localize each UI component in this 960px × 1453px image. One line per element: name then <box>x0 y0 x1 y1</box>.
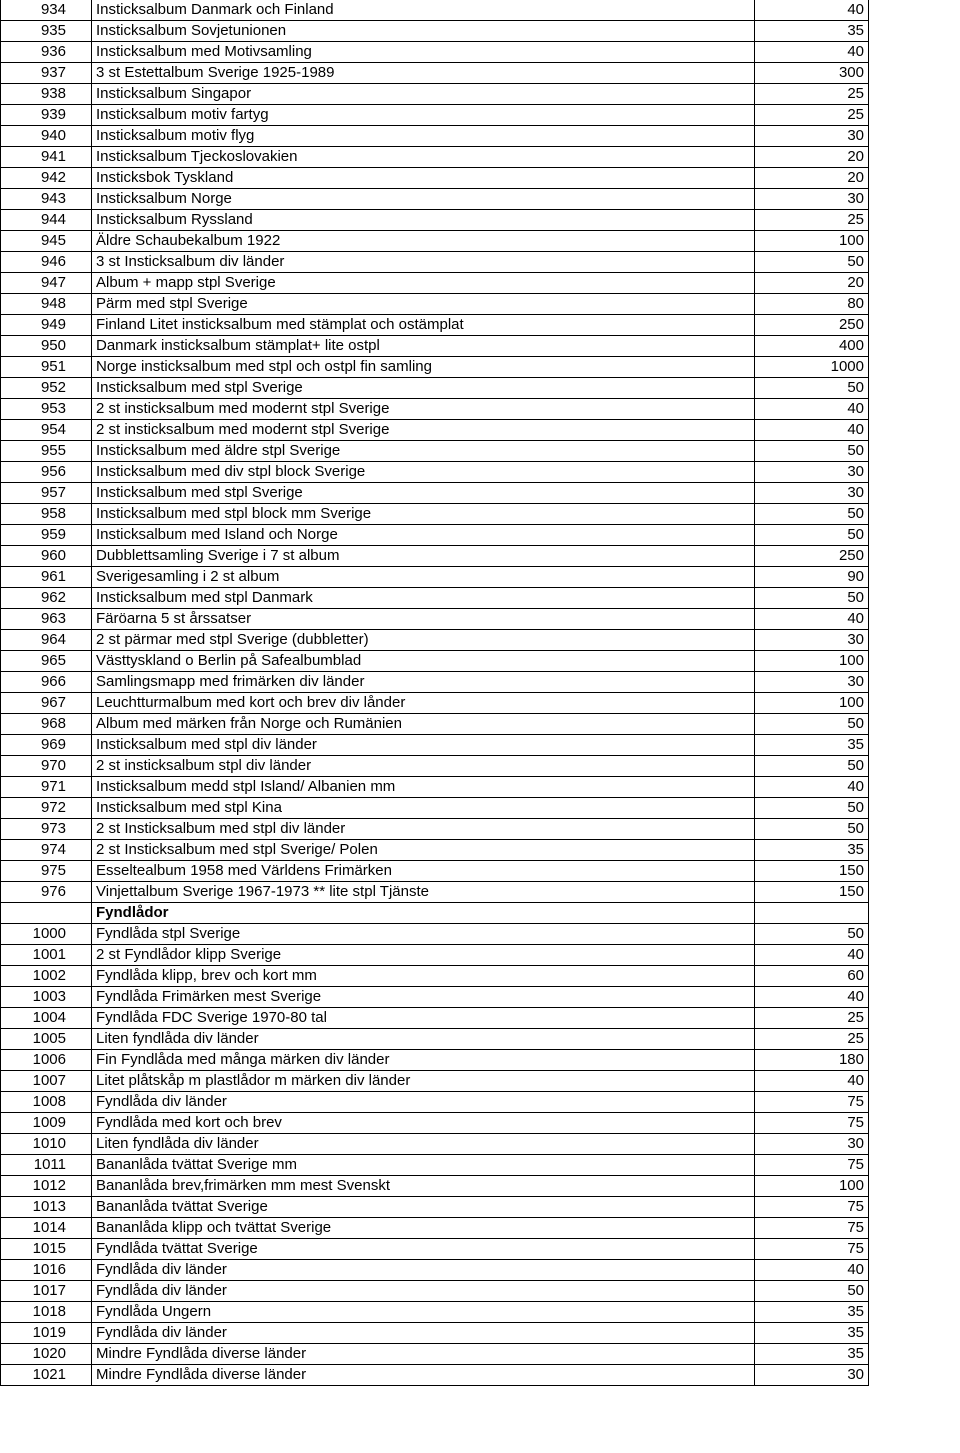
price-cell: 250 <box>755 315 869 336</box>
price-cell: 20 <box>755 147 869 168</box>
lot-number-cell: 955 <box>1 441 92 462</box>
description-cell: Liten fyndlåda div länder <box>92 1134 755 1155</box>
description-cell: Insticksalbum med Island och Norge <box>92 525 755 546</box>
price-cell: 75 <box>755 1092 869 1113</box>
price-cell: 30 <box>755 462 869 483</box>
description-cell: Insticksalbum Norge <box>92 189 755 210</box>
lot-number-cell: 962 <box>1 588 92 609</box>
lot-number-cell: 966 <box>1 672 92 693</box>
description-cell: Fin Fyndlåda med många märken div länder <box>92 1050 755 1071</box>
price-cell: 50 <box>755 378 869 399</box>
table-row <box>1 126 869 147</box>
table-row <box>1 798 869 819</box>
price-cell: 30 <box>755 1134 869 1155</box>
table-row <box>1 189 869 210</box>
lot-number-cell: 951 <box>1 357 92 378</box>
section-heading: Fyndlådor <box>92 903 755 924</box>
price-cell: 30 <box>755 189 869 210</box>
description-cell: Insticksalbum motiv fartyg <box>92 105 755 126</box>
description-cell: Fyndlåda Ungern <box>92 1302 755 1323</box>
lot-number-cell: 972 <box>1 798 92 819</box>
price-cell: 75 <box>755 1113 869 1134</box>
lot-number-cell: 1009 <box>1 1113 92 1134</box>
table-row <box>1 819 869 840</box>
lot-number-cell: 941 <box>1 147 92 168</box>
price-cell: 25 <box>755 210 869 231</box>
lot-number-cell: 974 <box>1 840 92 861</box>
table-row <box>1 273 869 294</box>
lot-number-cell: 1012 <box>1 1176 92 1197</box>
table-row <box>1 504 869 525</box>
price-cell: 40 <box>755 945 869 966</box>
description-cell: Insticksalbum Ryssland <box>92 210 755 231</box>
lot-number-cell: 973 <box>1 819 92 840</box>
table-row <box>1 609 869 630</box>
table-row <box>1 588 869 609</box>
table-row <box>1 777 869 798</box>
price-cell: 50 <box>755 714 869 735</box>
lot-number-cell: 1003 <box>1 987 92 1008</box>
lot-number-cell: 948 <box>1 294 92 315</box>
lot-number-cell: 934 <box>1 0 92 21</box>
description-cell: Fyndlåda div länder <box>92 1281 755 1302</box>
price-cell: 40 <box>755 0 869 21</box>
price-cell: 40 <box>755 609 869 630</box>
price-cell: 50 <box>755 441 869 462</box>
table-row <box>1 966 869 987</box>
description-cell: Västtyskland o Berlin på Safealbumblad <box>92 651 755 672</box>
table-row <box>1 378 869 399</box>
table-row <box>1 924 869 945</box>
lot-number-cell: 1001 <box>1 945 92 966</box>
table-row <box>1 336 869 357</box>
price-cell: 40 <box>755 987 869 1008</box>
description-cell: Bananlåda brev,frimärken mm mest Svenskt <box>92 1176 755 1197</box>
price-cell: 1000 <box>755 357 869 378</box>
table-row <box>1 1197 869 1218</box>
description-cell: 3 st Insticksalbum div länder <box>92 252 755 273</box>
lot-number-cell: 939 <box>1 105 92 126</box>
description-cell: 2 st pärmar med stpl Sverige (dubbletter) <box>92 630 755 651</box>
description-cell: Insticksalbum Singapor <box>92 84 755 105</box>
lot-number-cell: 1018 <box>1 1302 92 1323</box>
description-cell: 2 st Insticksalbum med stpl Sverige/ Polen <box>92 840 755 861</box>
lot-number-cell: 968 <box>1 714 92 735</box>
lot-number-cell: 942 <box>1 168 92 189</box>
lot-number-cell: 943 <box>1 189 92 210</box>
table-row <box>1 1155 869 1176</box>
table-row <box>1 105 869 126</box>
lot-number-cell: 946 <box>1 252 92 273</box>
description-cell: Pärm med stpl Sverige <box>92 294 755 315</box>
price-cell: 75 <box>755 1218 869 1239</box>
table-row <box>1 21 869 42</box>
price-cell: 35 <box>755 735 869 756</box>
section-heading-row <box>1 903 869 924</box>
description-cell: 2 st insticksalbum med modernt stpl Sverige <box>92 420 755 441</box>
price-cell: 35 <box>755 21 869 42</box>
price-cell: 25 <box>755 84 869 105</box>
description-cell: Fyndlåda Frimärken mest Sverige <box>92 987 755 1008</box>
price-cell: 35 <box>755 1302 869 1323</box>
description-cell: Insticksalbum med stpl Danmark <box>92 588 755 609</box>
price-cell: 80 <box>755 294 869 315</box>
lot-number-cell: 1015 <box>1 1239 92 1260</box>
price-cell: 75 <box>755 1155 869 1176</box>
lot-number-cell: 1010 <box>1 1134 92 1155</box>
table-row <box>1 1134 869 1155</box>
table-row <box>1 294 869 315</box>
table-row <box>1 1113 869 1134</box>
lot-number-cell: 949 <box>1 315 92 336</box>
price-cell: 40 <box>755 399 869 420</box>
table-row <box>1 441 869 462</box>
price-cell: 40 <box>755 1260 869 1281</box>
description-cell: Vinjettalbum Sverige 1967-1973 ** lite stpl Tjänste <box>92 882 755 903</box>
description-cell: Insticksalbum medd stpl Island/ Albanien mm <box>92 777 755 798</box>
description-cell: Fyndlåda med kort och brev <box>92 1113 755 1134</box>
description-cell: Fyndlåda FDC Sverige 1970-80 tal <box>92 1008 755 1029</box>
price-cell: 35 <box>755 840 869 861</box>
price-cell: 35 <box>755 1344 869 1365</box>
description-cell: Insticksalbum med stpl Sverige <box>92 378 755 399</box>
price-cell: 400 <box>755 336 869 357</box>
lot-number-cell: 1004 <box>1 1008 92 1029</box>
description-cell: Äldre Schaubekalbum 1922 <box>92 231 755 252</box>
price-cell: 30 <box>755 1365 869 1386</box>
price-cell: 50 <box>755 798 869 819</box>
price-cell: 35 <box>755 1323 869 1344</box>
table-row <box>1 147 869 168</box>
table-row <box>1 63 869 84</box>
description-cell: 2 st insticksalbum med modernt stpl Sverige <box>92 399 755 420</box>
lot-number-cell: 976 <box>1 882 92 903</box>
price-cell: 30 <box>755 483 869 504</box>
lot-number-cell: 945 <box>1 231 92 252</box>
price-cell: 100 <box>755 231 869 252</box>
table-row <box>1 1323 869 1344</box>
table-row <box>1 42 869 63</box>
lot-number-cell: 959 <box>1 525 92 546</box>
lot-number-cell: 940 <box>1 126 92 147</box>
description-cell: Insticksalbum med Motivsamling <box>92 42 755 63</box>
description-cell: Norge insticksalbum med stpl och ostpl fin samling <box>92 357 755 378</box>
description-cell: Bananlåda tvättat Sverige mm <box>92 1155 755 1176</box>
price-cell: 30 <box>755 126 869 147</box>
lot-number-cell: 970 <box>1 756 92 777</box>
lot-number-cell: 967 <box>1 693 92 714</box>
lot-number-cell: 952 <box>1 378 92 399</box>
lot-number-cell: 956 <box>1 462 92 483</box>
lot-number-cell: 975 <box>1 861 92 882</box>
description-cell: Samlingsmapp med frimärken div länder <box>92 672 755 693</box>
description-cell: Fyndlåda div länder <box>92 1092 755 1113</box>
price-cell: 50 <box>755 924 869 945</box>
description-cell: Insticksalbum med stpl Kina <box>92 798 755 819</box>
description-cell: Finland Litet insticksalbum med stämplat och ostämplat <box>92 315 755 336</box>
lot-number-cell: 964 <box>1 630 92 651</box>
price-cell: 20 <box>755 168 869 189</box>
table-row <box>1 882 869 903</box>
description-cell: Insticksbok Tyskland <box>92 168 755 189</box>
table-row <box>1 168 869 189</box>
table-row <box>1 1344 869 1365</box>
lot-number-cell: 1017 <box>1 1281 92 1302</box>
price-cell: 50 <box>755 504 869 525</box>
price-cell: 100 <box>755 693 869 714</box>
lot-number-cell: 1019 <box>1 1323 92 1344</box>
description-cell: Insticksalbum med stpl block mm Sverige <box>92 504 755 525</box>
table-row <box>1 1218 869 1239</box>
description-cell: Insticksalbum med stpl div länder <box>92 735 755 756</box>
table-row <box>1 861 869 882</box>
lot-number-cell: 1000 <box>1 924 92 945</box>
price-cell: 150 <box>755 882 869 903</box>
table-row <box>1 567 869 588</box>
lot-number-cell: 1016 <box>1 1260 92 1281</box>
lot-number-cell: 961 <box>1 567 92 588</box>
description-cell: Insticksalbum motiv flyg <box>92 126 755 147</box>
price-cell: 180 <box>755 1050 869 1071</box>
price-cell: 300 <box>755 63 869 84</box>
description-cell: Bananlåda klipp och tvättat Sverige <box>92 1218 755 1239</box>
price-cell: 30 <box>755 672 869 693</box>
price-cell: 25 <box>755 105 869 126</box>
price-cell: 75 <box>755 1239 869 1260</box>
description-cell: Mindre Fyndlåda diverse länder <box>92 1344 755 1365</box>
price-cell: 30 <box>755 630 869 651</box>
description-cell: Färöarna 5 st årssatser <box>92 609 755 630</box>
description-cell: Fyndlåda div länder <box>92 1260 755 1281</box>
price-cell: 40 <box>755 1071 869 1092</box>
table-row <box>1 210 869 231</box>
table-row <box>1 1281 869 1302</box>
price-cell: 100 <box>755 1176 869 1197</box>
description-cell: Insticksalbum Danmark och Finland <box>92 0 755 21</box>
lot-number-cell: 958 <box>1 504 92 525</box>
lot-number-cell: 935 <box>1 21 92 42</box>
lot-number-cell: 1007 <box>1 1071 92 1092</box>
description-cell: 3 st Estettalbum Sverige 1925-1989 <box>92 63 755 84</box>
price-cell: 50 <box>755 1281 869 1302</box>
price-cell: 50 <box>755 756 869 777</box>
table-row <box>1 1176 869 1197</box>
price-cell <box>755 903 869 924</box>
table-row <box>1 546 869 567</box>
lot-number-cell: 954 <box>1 420 92 441</box>
lot-number-cell: 1002 <box>1 966 92 987</box>
lot-number-cell: 969 <box>1 735 92 756</box>
table-row <box>1 651 869 672</box>
table-row <box>1 420 869 441</box>
lot-number-cell: 1008 <box>1 1092 92 1113</box>
lot-number-cell: 957 <box>1 483 92 504</box>
table-row <box>1 399 869 420</box>
price-cell: 100 <box>755 651 869 672</box>
table-row <box>1 1050 869 1071</box>
lot-number-cell: 1006 <box>1 1050 92 1071</box>
table-row <box>1 483 869 504</box>
description-cell: Fyndlåda stpl Sverige <box>92 924 755 945</box>
table-row <box>1 693 869 714</box>
table-row <box>1 525 869 546</box>
lot-number-cell: 1013 <box>1 1197 92 1218</box>
lot-number-cell: 1020 <box>1 1344 92 1365</box>
table-row <box>1 714 869 735</box>
lot-number-cell: 944 <box>1 210 92 231</box>
table-row <box>1 357 869 378</box>
price-cell: 50 <box>755 588 869 609</box>
lot-number-cell: 971 <box>1 777 92 798</box>
lot-number-cell: 937 <box>1 63 92 84</box>
description-cell: Album med märken från Norge och Rumänien <box>92 714 755 735</box>
description-cell: Bananlåda tvättat Sverige <box>92 1197 755 1218</box>
lot-number-cell: 963 <box>1 609 92 630</box>
price-cell: 150 <box>755 861 869 882</box>
table-row <box>1 630 869 651</box>
price-cell: 25 <box>755 1008 869 1029</box>
description-cell: Insticksalbum med stpl Sverige <box>92 483 755 504</box>
description-cell: Album + mapp stpl Sverige <box>92 273 755 294</box>
description-cell: Esseltealbum 1958 med Världens Frimärken <box>92 861 755 882</box>
lot-number-cell: 947 <box>1 273 92 294</box>
lot-number-cell: 936 <box>1 42 92 63</box>
description-cell: Liten fyndlåda div länder <box>92 1029 755 1050</box>
table-row <box>1 1092 869 1113</box>
lot-number-cell: 965 <box>1 651 92 672</box>
description-cell: 2 st insticksalbum stpl div länder <box>92 756 755 777</box>
table-row <box>1 1365 869 1386</box>
price-cell: 75 <box>755 1197 869 1218</box>
table-row <box>1 231 869 252</box>
lot-number-cell: 1005 <box>1 1029 92 1050</box>
description-cell: 2 st Fyndlådor klipp Sverige <box>92 945 755 966</box>
table-row <box>1 252 869 273</box>
table-row <box>1 1302 869 1323</box>
price-cell: 250 <box>755 546 869 567</box>
table-row <box>1 945 869 966</box>
description-cell: Insticksalbum med div stpl block Sverige <box>92 462 755 483</box>
description-cell: Fyndlåda div länder <box>92 1323 755 1344</box>
price-cell: 40 <box>755 777 869 798</box>
table-row <box>1 1239 869 1260</box>
lot-number-cell: 1011 <box>1 1155 92 1176</box>
price-cell: 40 <box>755 42 869 63</box>
description-cell: Litet plåtskåp m plastlådor m märken div länder <box>92 1071 755 1092</box>
table-row <box>1 1008 869 1029</box>
price-cell: 90 <box>755 567 869 588</box>
lot-number-cell: 960 <box>1 546 92 567</box>
price-cell: 25 <box>755 1029 869 1050</box>
lot-number-cell: 1021 <box>1 1365 92 1386</box>
table-row <box>1 462 869 483</box>
price-cell: 50 <box>755 252 869 273</box>
lot-number-cell <box>1 903 92 924</box>
price-cell: 50 <box>755 819 869 840</box>
description-cell: Leuchtturmalbum med kort och brev div lånder <box>92 693 755 714</box>
description-cell: Fyndlåda klipp, brev och kort mm <box>92 966 755 987</box>
table-row <box>1 1071 869 1092</box>
description-cell: Insticksalbum Tjeckoslovakien <box>92 147 755 168</box>
table-row <box>1 315 869 336</box>
table-row <box>1 1029 869 1050</box>
price-cell: 50 <box>755 525 869 546</box>
price-cell: 60 <box>755 966 869 987</box>
table-row <box>1 0 869 21</box>
description-cell: Danmark insticksalbum stämplat+ lite ostpl <box>92 336 755 357</box>
lot-table-body <box>1 0 869 1386</box>
price-cell: 40 <box>755 420 869 441</box>
lot-number-cell: 938 <box>1 84 92 105</box>
description-cell: Sverigesamling i 2 st album <box>92 567 755 588</box>
table-row <box>1 672 869 693</box>
table-row <box>1 840 869 861</box>
description-cell: Insticksalbum med äldre stpl Sverige <box>92 441 755 462</box>
price-cell: 20 <box>755 273 869 294</box>
table-row <box>1 84 869 105</box>
lot-number-cell: 950 <box>1 336 92 357</box>
table-row <box>1 756 869 777</box>
description-cell: Dubblettsamling Sverige i 7 st album <box>92 546 755 567</box>
description-cell: 2 st Insticksalbum med stpl div länder <box>92 819 755 840</box>
lot-number-cell: 953 <box>1 399 92 420</box>
description-cell: Fyndlåda tvättat Sverige <box>92 1239 755 1260</box>
lot-number-cell: 1014 <box>1 1218 92 1239</box>
table-row <box>1 735 869 756</box>
table-row <box>1 1260 869 1281</box>
table-row <box>1 987 869 1008</box>
description-cell: Mindre Fyndlåda diverse länder <box>92 1365 755 1386</box>
description-cell: Insticksalbum Sovjetunionen <box>92 21 755 42</box>
